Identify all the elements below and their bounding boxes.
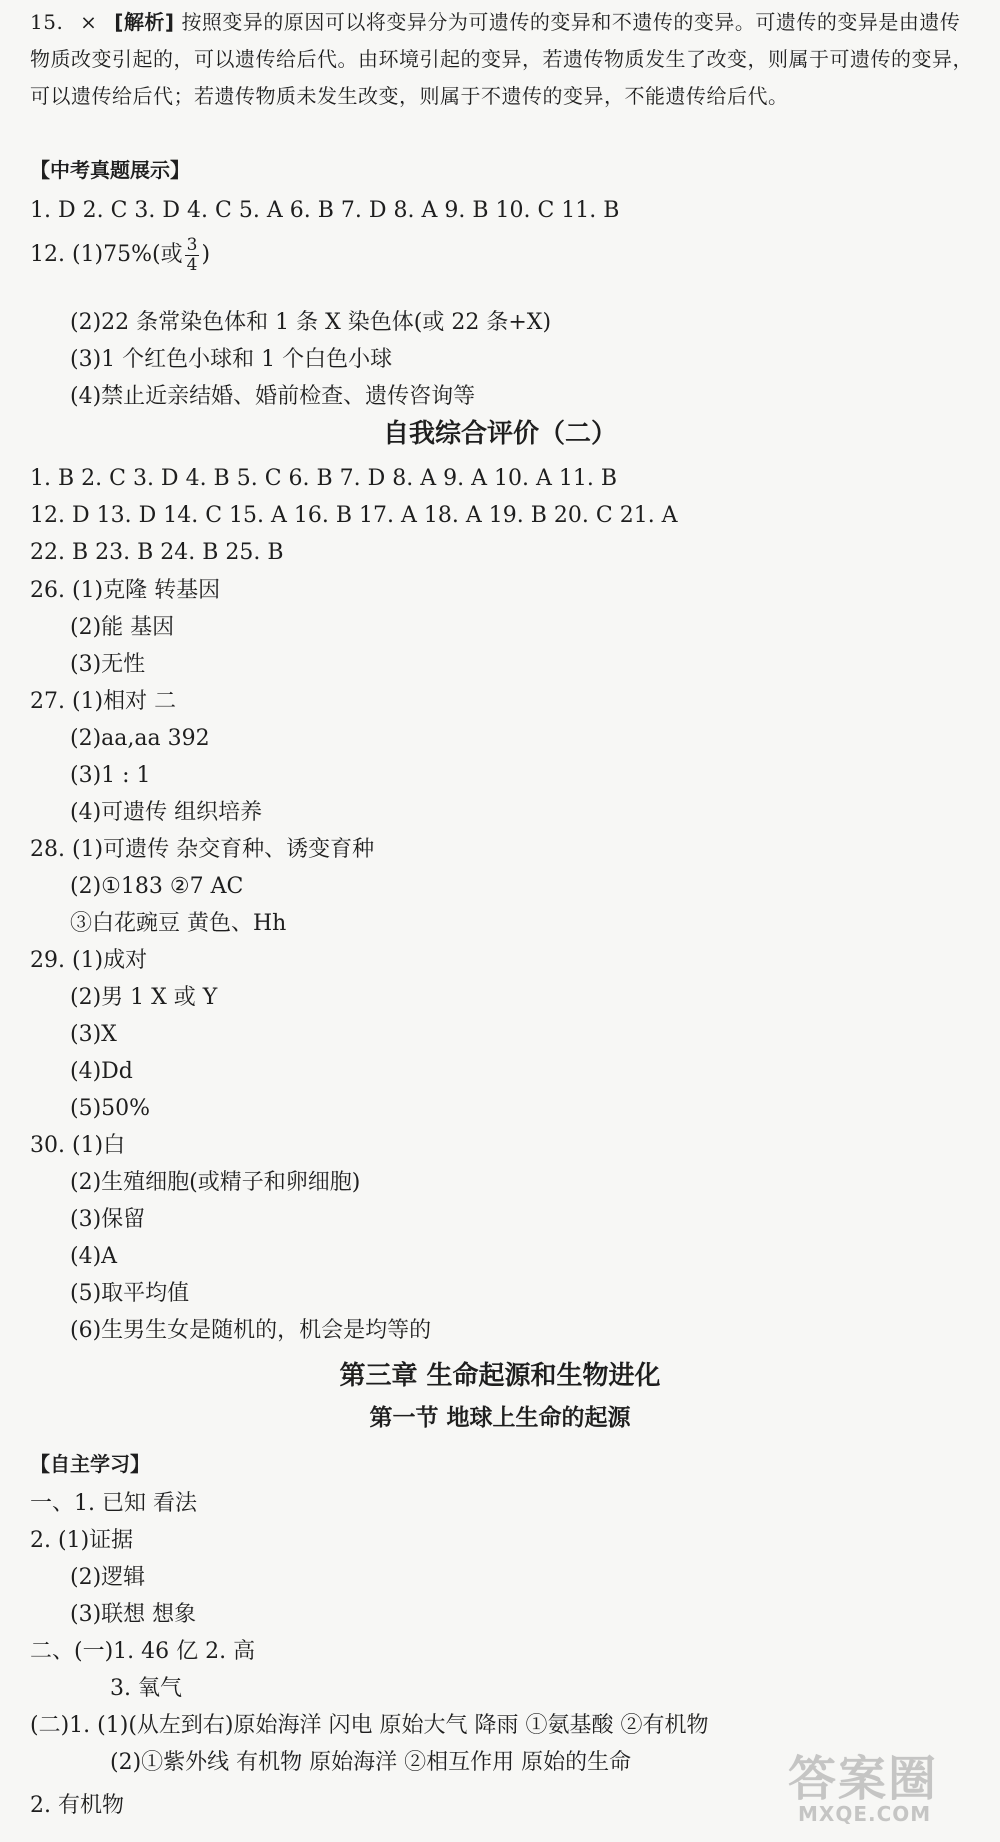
q28-part3: ③白花豌豆 黄色、Hh <box>70 911 287 936</box>
q29-part3: (3)X <box>70 1022 117 1047</box>
q27-part2: (2)aa,aa 392 <box>70 726 210 751</box>
q12-part2: (2)22 条常染色体和 1 条 X 染色体(或 22 条+X) <box>70 310 552 335</box>
q29-part5: (5)50% <box>70 1096 151 1121</box>
fraction-three-quarters <box>185 236 200 274</box>
self-study-line4: (3)联想 想象 <box>70 1602 197 1627</box>
q27-part4: (4)可遗传 组织培养 <box>70 800 263 825</box>
q30-part5: (5)取平均值 <box>70 1281 190 1306</box>
analysis-tag: [解析] <box>114 10 175 34</box>
watermark-logo <box>788 1740 988 1830</box>
q28-part2: (2)①183 ②7 AC <box>70 874 244 899</box>
q30-part4: (4)A <box>70 1244 118 1269</box>
self-study-line1: 一、1. 已知 看法 <box>30 1491 197 1516</box>
q12-part1 <box>30 236 210 274</box>
self-study-line2: 2. (1)证据 <box>30 1528 134 1553</box>
q15-explanation <box>30 4 980 115</box>
q26-part2: (2)能 基因 <box>70 615 175 640</box>
self-study-line3: (2)逻辑 <box>70 1565 146 1590</box>
q12-suffix: ) <box>201 242 211 268</box>
zhongkao-heading: 【中考真题展示】 <box>30 158 190 182</box>
self-study-line7: (二)1. (1)(从左到右)原始海洋 闪电 原始大气 降雨 ①氨基酸 ②有机物 <box>30 1713 709 1738</box>
review2-answers-row2: 12. D 13. D 14. C 15. A 16. B 17. A 18. A 19. B 20. C 21. A <box>30 503 678 528</box>
self-study-line6: 3. 氧气 <box>110 1676 182 1701</box>
q29-part4: (4)Dd <box>70 1059 133 1084</box>
chapter3-title: 第三章 生命起源和生物进化 <box>339 1361 661 1391</box>
q27-part1: 27. (1)相对 二 <box>30 689 177 714</box>
q12-part4: (4)禁止近亲结婚、婚前检查、遗传咨询等 <box>70 384 476 409</box>
review2-title: 自我综合评价（二） <box>382 419 617 449</box>
section1-title: 第一节 地球上生命的起源 <box>369 1405 631 1431</box>
q30-part3: (3)保留 <box>70 1207 146 1232</box>
fraction-numerator: 3 <box>186 235 198 255</box>
q29-part2: (2)男 1 X 或 Y <box>70 985 218 1010</box>
self-study-line5: 二、(一)1. 46 亿 2. 高 <box>30 1639 256 1664</box>
zhongkao-answers-row: 1. D 2. C 3. D 4. C 5. A 6. B 7. D 8. A 9. B 10. C 11. B <box>30 198 620 223</box>
review2-answers-row1: 1. B 2. C 3. D 4. B 5. C 6. B 7. D 8. A 9. A 10. A 11. B <box>30 466 618 491</box>
q12-prefix: 12. (1)75%(或 <box>30 242 183 268</box>
q27-part3: (3)1 : 1 <box>70 763 151 788</box>
q15-number: 15. <box>30 10 64 34</box>
self-study-line8: (2)①紫外线 有机物 原始海洋 ②相互作用 原始的生命 <box>110 1750 632 1775</box>
watermark-text-url: MXQE.COM <box>798 1802 932 1826</box>
self-study-line9: 2. 有机物 <box>30 1793 124 1818</box>
q30-part1: 30. (1)白 <box>30 1133 126 1158</box>
watermark-text-cn: 答案圈 <box>788 1751 939 1807</box>
q28-part1: 28. (1)可遗传 杂交育种、诱变育种 <box>30 837 375 862</box>
self-study-heading: 【自主学习】 <box>30 1452 150 1476</box>
review2-answers-row3: 22. B 23. B 24. B 25. B <box>30 540 284 565</box>
q15-analysis-text: 按照变异的原因可以将变异分为可遗传的变异和不遗传的变异。可遗传的变异是由遗传物质改变引起的，可以遗传给后代。由环境引起的变异，若遗传物质发生了改变，则属于可遗传的变异，可以遗传给后代；若遗传物质未发生改变，则属于不遗传的变异，不能遗传给后代。 <box>30 10 973 108</box>
q30-part2: (2)生殖细胞(或精子和卵细胞) <box>70 1170 361 1195</box>
q26-part1: 26. (1)克隆 转基因 <box>30 578 221 603</box>
q15-mark: × <box>80 10 98 34</box>
q29-part1: 29. (1)成对 <box>30 948 148 973</box>
q12-part3: (3)1 个红色小球和 1 个白色小球 <box>70 347 393 372</box>
q30-part6: (6)生男生女是随机的，机会是均等的 <box>70 1318 432 1343</box>
fraction-denominator: 4 <box>186 254 198 275</box>
q26-part3: (3)无性 <box>70 652 146 677</box>
